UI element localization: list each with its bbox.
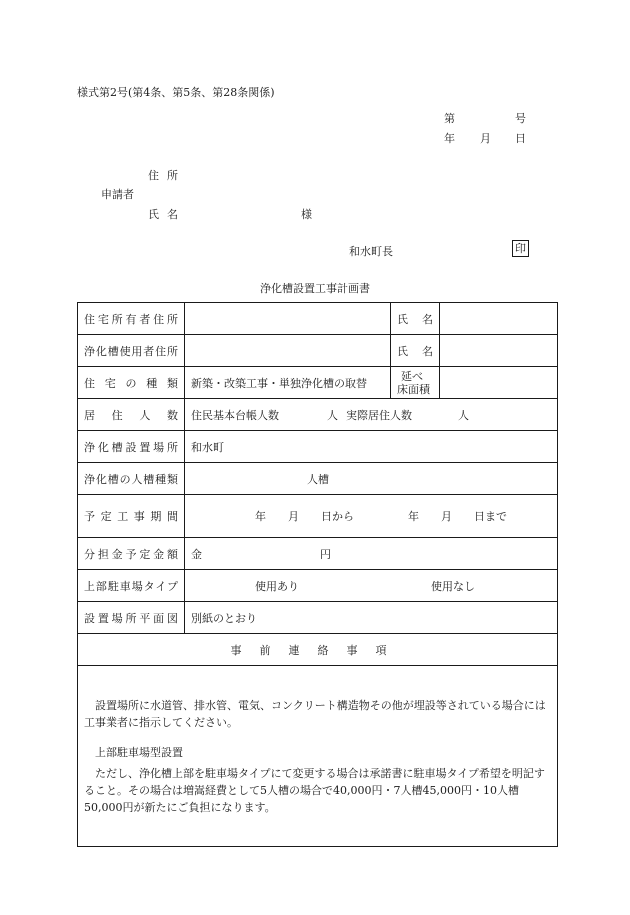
applicant-address-label: 住所 [148, 169, 186, 182]
applicant-label: 申請者 [101, 188, 134, 201]
honorific: 様 [301, 208, 312, 221]
registered-residents-label: 住民基本台帳人数 [191, 408, 279, 422]
parking-type-field[interactable] [185, 570, 558, 602]
date-day-label: 日 [515, 132, 526, 145]
seal-mark: 印 [512, 240, 529, 257]
user-address-label: 浄化槽使用者住所 [78, 335, 185, 367]
table-row [78, 602, 558, 634]
cost-unit: 円 [320, 547, 331, 561]
notice-body [78, 666, 558, 847]
date-year-label: 年 [444, 132, 455, 145]
notice-paragraph: 設置場所に水道管、排水管、電気、コンクリート構造物その他が埋設等されている場合には工事業者に指示してください。 [84, 698, 546, 729]
period-from: 年 月 日から [254, 510, 354, 523]
table-row [78, 634, 558, 666]
house-type-value[interactable]: 新築・改築工事・単独浄化槽の取替 [185, 367, 391, 399]
capacity-field[interactable] [185, 463, 558, 495]
floor-area-label [391, 367, 440, 399]
application-form-table [77, 302, 558, 847]
table-row [78, 538, 558, 570]
floor-area-label-part: 延べ [401, 369, 423, 383]
user-name-label: 氏名 [391, 335, 440, 367]
location-label: 浄化槽設置場所 [78, 431, 185, 463]
residents-label: 居住人数 [78, 399, 185, 431]
parking-type-label: 上部駐車場タイプ [78, 570, 185, 602]
floor-area-field[interactable] [440, 367, 558, 399]
floor-area-label-part: 床面積 [397, 382, 430, 396]
table-row [78, 303, 558, 335]
residents-unit: 人 [458, 408, 469, 422]
applicant-name-label: 氏名 [148, 208, 186, 221]
parking-unused-option[interactable]: 使用なし [431, 579, 475, 593]
owner-name-field[interactable] [440, 303, 558, 335]
cost-field[interactable] [185, 538, 558, 570]
period-to: 年 月 日まで [407, 510, 507, 523]
table-row [78, 666, 558, 847]
addressee: 和水町長 [349, 245, 393, 258]
owner-address-label: 住宅所有者住所 [78, 303, 185, 335]
cost-prefix: 金 [191, 547, 202, 561]
capacity-label: 浄化槽の人槽種類 [78, 463, 185, 495]
notice-paragraph: ただし、浄化槽上部を駐車場タイプにて変更する場合は承諾書に駐車場タイプ希望を明記すること。その場合は増嵩経費として5人槽の場合で40,000円・7人槽45,000円・10人槽50,000円が新たにご負担になります。 [84, 766, 545, 814]
residents-unit: 人 [327, 408, 338, 422]
table-row [78, 495, 558, 538]
date-month-label: 月 [480, 132, 491, 145]
plan-label: 設置場所平面図 [78, 602, 185, 634]
residents-field[interactable] [185, 399, 558, 431]
plan-value: 別紙のとおり [185, 602, 558, 634]
notice-header: 事前連絡事項 [78, 634, 558, 666]
table-row [78, 399, 558, 431]
table-row [78, 367, 558, 399]
table-row [78, 335, 558, 367]
owner-name-label: 氏名 [391, 303, 440, 335]
table-row [78, 463, 558, 495]
capacity-unit: 人槽 [307, 472, 329, 486]
period-field[interactable] [185, 495, 558, 538]
notice-subheading: 上部駐車場型設置 [95, 745, 183, 759]
period-label: 予定工事期間 [78, 495, 185, 538]
owner-address-field[interactable] [185, 303, 391, 335]
form-number: 様式第2号(第4条、第5条、第28条関係) [77, 86, 275, 99]
document-title: 浄化槽設置工事計画書 [260, 282, 370, 295]
cost-label: 分担金予定金額 [78, 538, 185, 570]
actual-residents-label: 実際居住人数 [346, 408, 412, 422]
location-value[interactable]: 和水町 [185, 431, 558, 463]
house-type-label: 住宅の種類 [78, 367, 185, 399]
user-name-field[interactable] [440, 335, 558, 367]
document-number-label: 第 [444, 112, 455, 125]
table-row [78, 570, 558, 602]
document-number-suffix: 号 [515, 112, 526, 125]
parking-used-option[interactable]: 使用あり [255, 579, 299, 593]
user-address-field[interactable] [185, 335, 391, 367]
table-row [78, 431, 558, 463]
